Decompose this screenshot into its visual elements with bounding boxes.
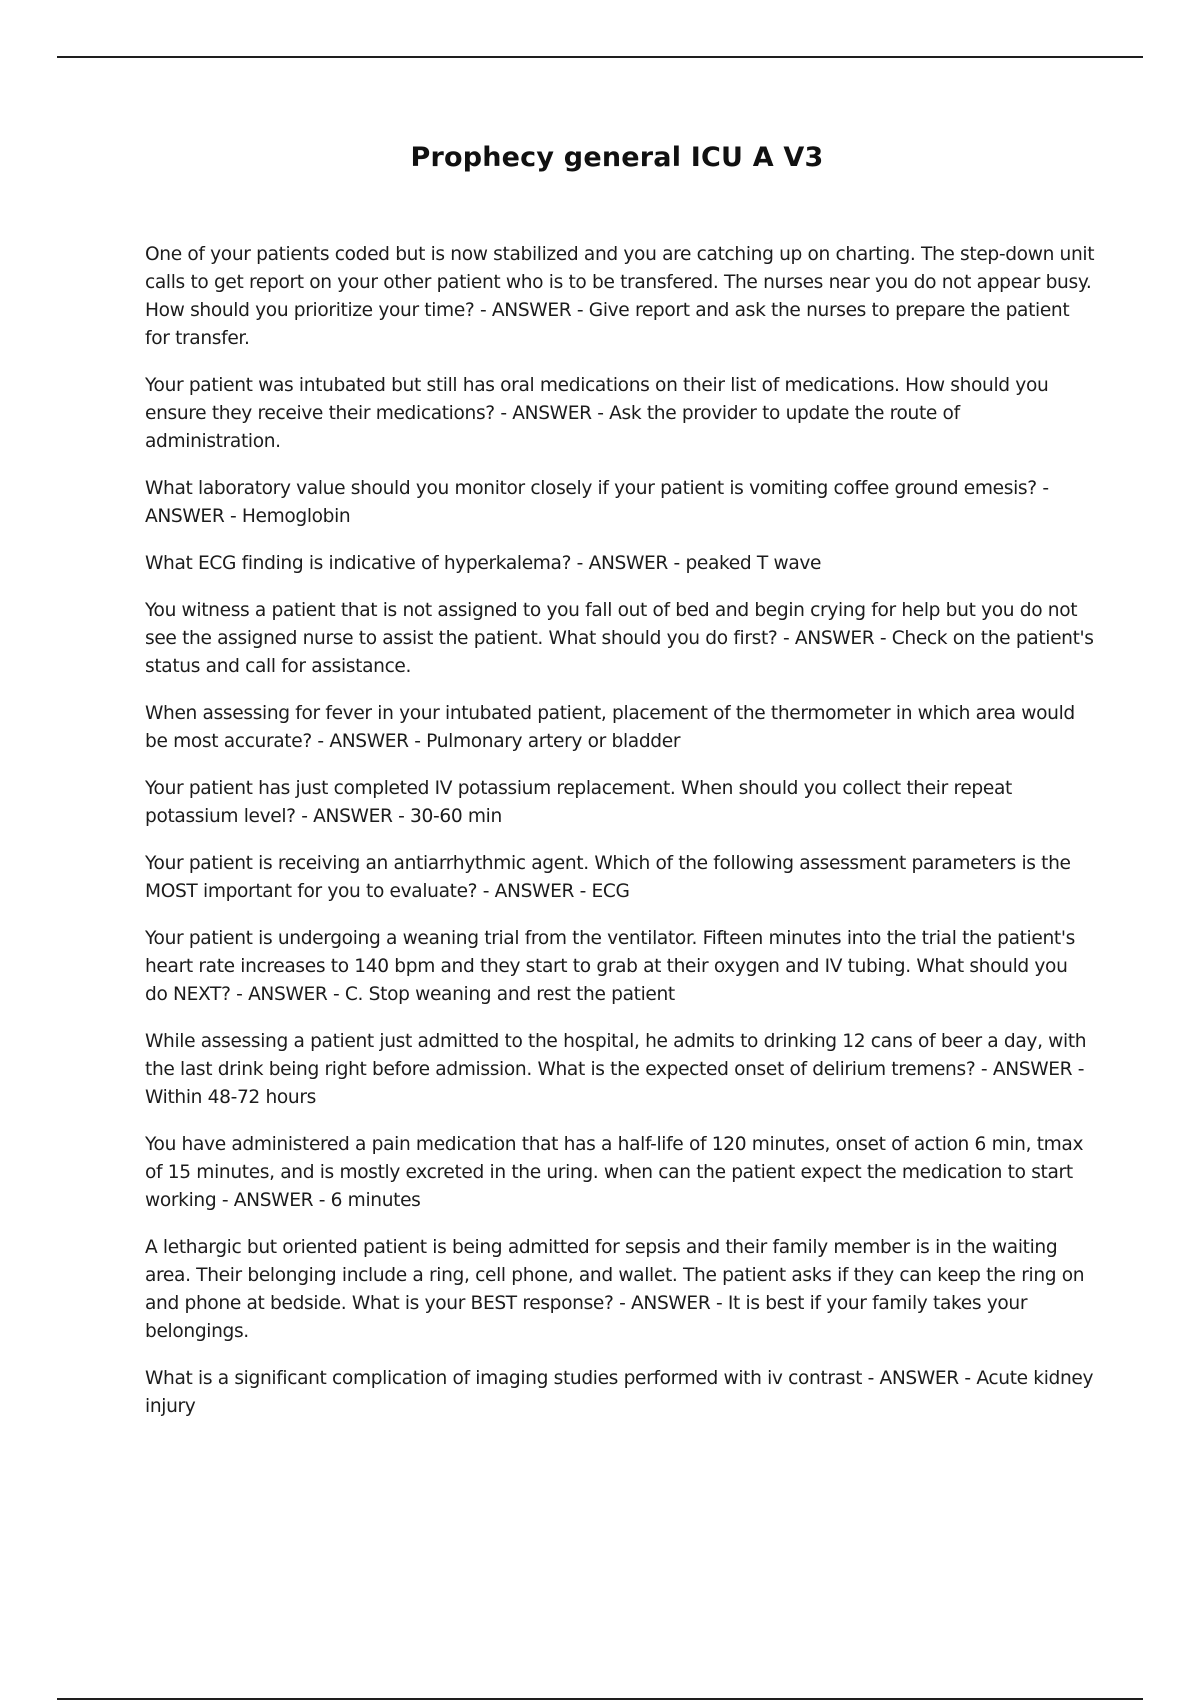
- qa-item: What is a significant complication of imaging studies performed with iv contrast - ANSWER - Acute kidney injury: [145, 1368, 1094, 1417]
- qa-item: One of your patients coded but is now stabilized and you are catching up on charting. The step-down unit calls to get report on your other patient who is to be transfered. The nurses near you do not appear busy. How should you prioritize your time? - ANSWER - Give report and ask the nurses to prepare the patient for transfer.: [145, 244, 1095, 349]
- qa-item: You have administered a pain medication that has a half-life of 120 minutes, onset of action 6 min, tmax of 15 minutes, and is mostly excreted in the uring. when can the patient expect the medication to start working - ANSWER - 6 minutes: [145, 1134, 1084, 1211]
- qa-item: While assessing a patient just admitted to the hospital, he admits to drinking 12 cans of beer a day, with the last drink being right before admission. What is the expected onset of delirium tremens? - ANSWER - Within 48-72 hours: [145, 1031, 1087, 1108]
- qa-item: You witness a patient that is not assigned to you fall out of bed and begin crying for help but you do not see the assigned nurse to assist the patient. What should you do first? - ANSWER - Check on the patient's status and call for assistance.: [145, 600, 1094, 677]
- top-rule: [57, 56, 1143, 58]
- qa-item: When assessing for fever in your intubated patient, placement of the thermometer in which area would be most accurate? - ANSWER - Pulmonary artery or bladder: [145, 703, 1075, 752]
- qa-item: Your patient was intubated but still has oral medications on their list of medications. How should you ensure they receive their medications? - ANSWER - Ask the provider to update the route of administration.: [145, 375, 1049, 452]
- qa-item: What laboratory value should you monitor closely if your patient is vomiting coffee ground emesis? - ANSWER - Hemoglobin: [145, 478, 1049, 527]
- qa-item: What ECG finding is indicative of hyperkalema? - ANSWER - peaked T wave: [145, 553, 822, 574]
- document-body: [145, 241, 1095, 1440]
- qa-item: A lethargic but oriented patient is being admitted for sepsis and their family member is in the waiting area. Their belonging include a ring, cell phone, and wallet. The patient asks if they can keep the ring on and phone at bedside. What is your BEST response? - ANSWER - It is best if your family takes your belongings.: [145, 1237, 1085, 1342]
- qa-item: Your patient has just completed IV potassium replacement. When should you collect their repeat potassium level? - ANSWER - 30-60 min: [145, 778, 1012, 827]
- qa-item: Your patient is receiving an antiarrhythmic agent. Which of the following assessment parameters is the MOST important for you to evaluate? - ANSWER - ECG: [145, 853, 1071, 902]
- qa-item: Your patient is undergoing a weaning trial from the ventilator. Fifteen minutes into the trial the patient's heart rate increases to 140 bpm and they start to grab at their oxygen and IV tubing. What should you do NEXT? - ANSWER - C. Stop weaning and rest the patient: [145, 928, 1075, 1005]
- document-title: Prophecy general ICU A V3: [410, 142, 824, 173]
